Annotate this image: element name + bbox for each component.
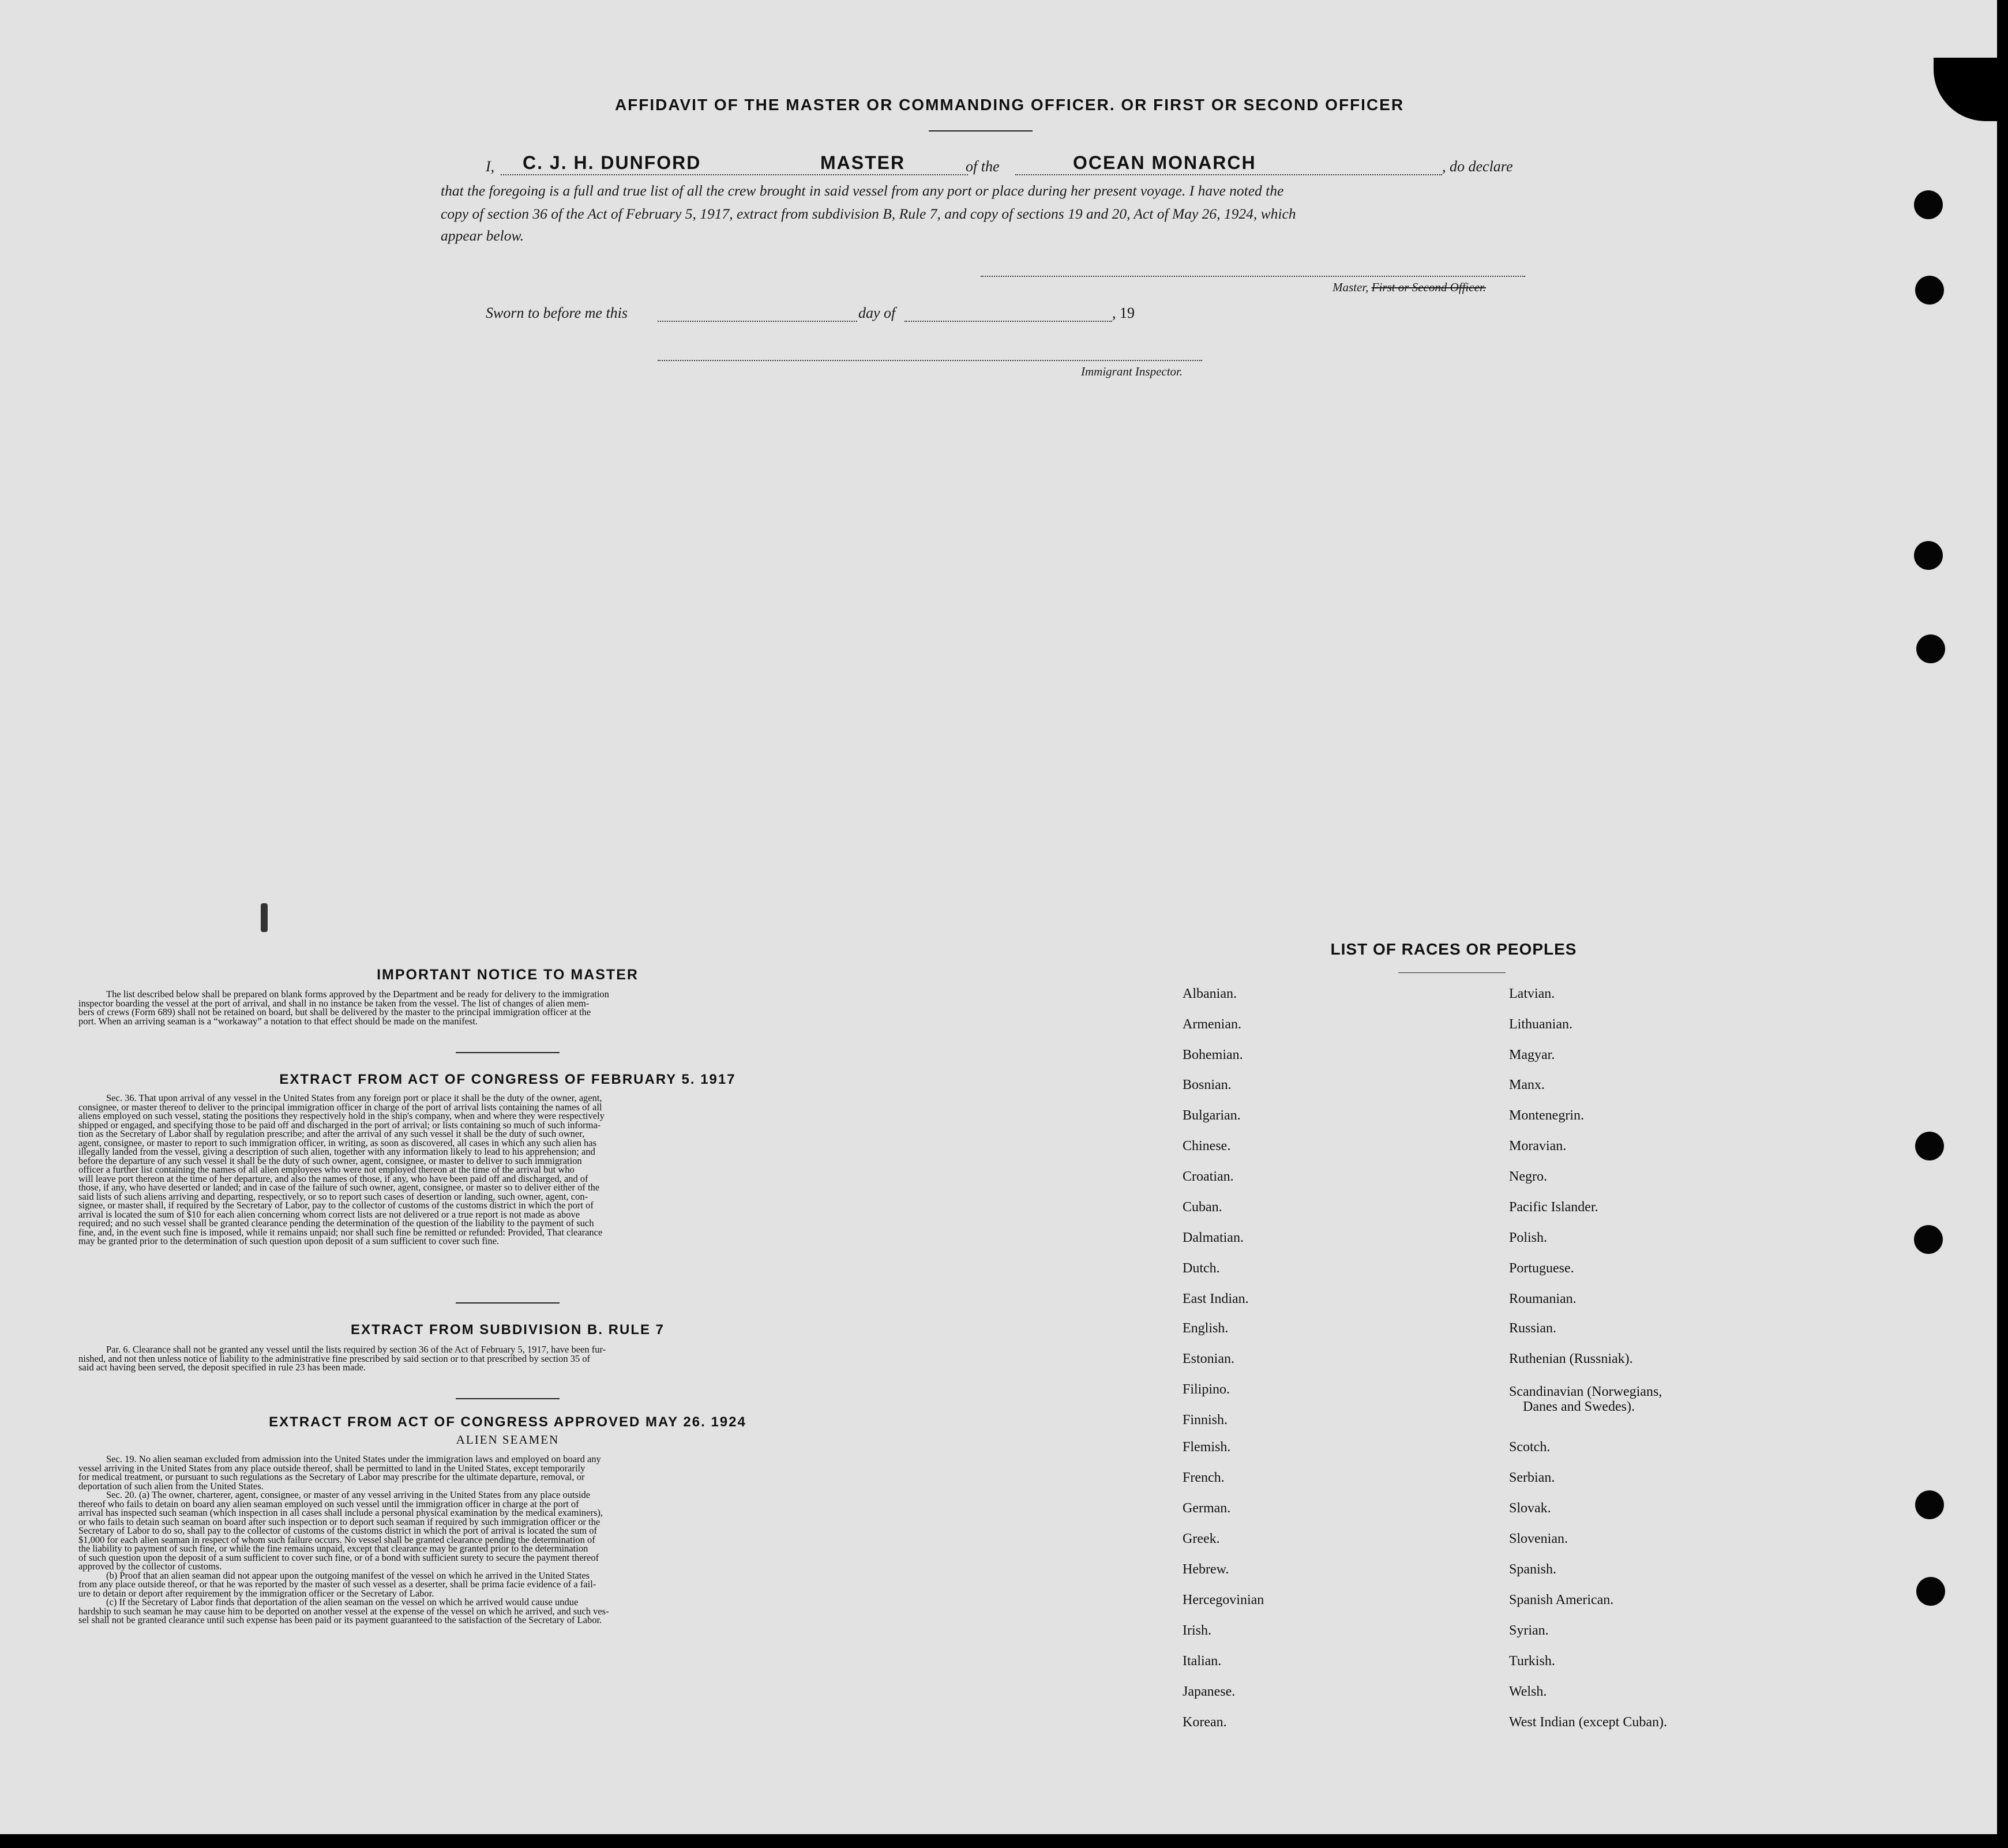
extract-1917-line: required; and no such vessel shall be granted clearance pending the determination of the question of the liability to the payment of such — [78, 1218, 594, 1229]
punch-hole — [1914, 190, 1943, 219]
notice-line: bers of crews (Form 689) shall not be retained on board, but shall be delivered by the master to the principal immigration officer at the — [78, 1006, 591, 1017]
race-left: Hebrew. — [1183, 1562, 1229, 1577]
race-right: Syrian. — [1509, 1623, 1549, 1638]
extract-1924-title: EXTRACT FROM ACT OF CONGRESS APPROVED MAY 26. 1924 — [269, 1414, 746, 1430]
race-right: Danes and Swedes). — [1523, 1399, 1635, 1414]
extract-1924-line: deportation of such alien from the United States. — [78, 1480, 264, 1492]
race-right: Portuguese. — [1509, 1261, 1574, 1276]
extract-1924-line: ure to detain or deport after requirement by the immigration officer or the Secretary of Labor. — [78, 1587, 434, 1599]
race-left: Cuban. — [1183, 1200, 1222, 1215]
affidavit-divider — [929, 130, 1033, 132]
extract-1924-line: approved by the collector of customs. — [78, 1561, 222, 1572]
race-left: Albanian. — [1183, 986, 1237, 1001]
extract-1924-line: Secretary of Labor to do so, shall pay to the collector of customs of the customs district in which the port of arrival is located the sum of — [78, 1525, 598, 1536]
extract-1917-line: aliens employed on such vessel, stating the positions they respectively hold in the ship's company, when and where they were respectively — [78, 1110, 605, 1121]
affidavit-line-4: appear below. — [441, 227, 524, 244]
year-label: , 19 — [1112, 305, 1135, 321]
affidavit-intro: I, — [486, 158, 495, 175]
race-right: Magyar. — [1509, 1047, 1555, 1062]
race-right: Serbian. — [1509, 1470, 1555, 1485]
extract-1924-line: thereof who fails to detain on board any alien seaman employed on such vessel until the immigration officer in charge at the port of — [78, 1498, 579, 1509]
race-left: Japanese. — [1183, 1684, 1236, 1699]
race-right: Moravian. — [1509, 1139, 1567, 1154]
master-rank: MASTER — [820, 152, 906, 173]
extract-1917-line: shipped or engaged, and specifying those to be paid off and discharged in the port of arrival; or lists containing so much of such informa- — [78, 1119, 601, 1130]
race-left: Bulgarian. — [1183, 1108, 1241, 1123]
punch-hole — [1916, 1577, 1945, 1606]
affidavit-title: AFFIDAVIT OF THE MASTER OR COMMANDING OFFICER. OR FIRST OR SECOND OFFICER — [614, 96, 1405, 114]
extract-1917-title: EXTRACT FROM ACT OF CONGRESS OF FEBRUARY 5. 1917 — [279, 1072, 736, 1087]
extract-1917-line: fine, and, in the event such fine is imposed, while it remains unpaid; nor shall such fine be remitted or refunded: Provided, That clearance — [78, 1226, 603, 1238]
extract-1917-line: officer a further list containing the names of all alien employees who were not employed thereon at the time of the arrival but who — [78, 1164, 575, 1175]
race-right: Latvian. — [1509, 986, 1555, 1001]
race-left: German. — [1183, 1501, 1231, 1516]
signature-caption — [1333, 280, 1486, 295]
extract-1917-line: consignee, or master thereof to deliver to the principal immigration officer in charge of the port of arrival lists containing the names of all — [78, 1101, 602, 1113]
extract-1917-line: may be granted prior to the determination of such question upon deposit of a sum sufficient to cover such fine. — [78, 1235, 500, 1246]
extract-1917-line: Sec. 36. That upon arrival of any vessel in the United States from any foreign port or place it shall be the duty of the owner, agent, — [106, 1092, 602, 1103]
race-left: Irish. — [1183, 1623, 1211, 1638]
race-right: Roumanian. — [1509, 1291, 1577, 1306]
master-label: Master, — [1333, 280, 1369, 294]
punch-hole — [1915, 1490, 1944, 1519]
punch-hole — [1914, 1225, 1943, 1254]
name-line — [501, 174, 968, 175]
race-left: East Indian. — [1183, 1291, 1249, 1306]
race-left: Chinese. — [1183, 1139, 1231, 1154]
race-right: Welsh. — [1509, 1684, 1547, 1699]
section-divider — [456, 1052, 560, 1053]
race-right: Montenegrin. — [1509, 1108, 1584, 1123]
extract-1924-line: (b) Proof that an alien seaman did not appear upon the outgoing manifest of the vessel on which he arrived in the United States — [106, 1569, 590, 1581]
extract-1924-line: of such question upon the deposit of a sum sufficient to cover such fine, or of a bond with sufficient surety to secure the payment thereof — [78, 1552, 599, 1563]
margin-mark — [261, 903, 268, 932]
rule-7-line: nished, and not then unless notice of liability to the administrative fine prescribed by said section or to that prescribed by section 35 of — [78, 1353, 591, 1364]
extract-1917-line: illegally landed from the vessel, giving a description of such alien, together with any information likely to lead to his apprehension; and — [78, 1146, 595, 1157]
race-right: Pacific Islander. — [1509, 1200, 1598, 1215]
notice-line: port. When an arriving seaman is a “workaway” a notation to that effect should be made on the manifest. — [78, 1015, 478, 1027]
extract-1924-line: from any place outside thereof, or that he was reported by the master of such vessel as a deserter, shall be prima facie evidence of a fail- — [78, 1579, 596, 1590]
race-right: Scandinavian (Norwegians, — [1509, 1384, 1662, 1399]
section-divider — [456, 1302, 560, 1304]
race-right: Spanish. — [1509, 1562, 1557, 1577]
race-left: Finnish. — [1183, 1413, 1228, 1428]
signature-line — [981, 276, 1525, 277]
rule-7-line: Par. 6. Clearance shall not be granted any vessel until the lists required by section 36 of the Act of February 5, 1917, have been fur- — [106, 1344, 606, 1355]
race-left: Armenian. — [1183, 1017, 1241, 1032]
extract-1917-line: arrival is located the sum of $10 for each alien concerning whom correct lists are not delivered or a true report is not made as above — [78, 1208, 580, 1220]
extract-1924-line: or who fails to detain such seaman on board after such inspection or to deport such seaman if required by such immigration officer or the — [78, 1516, 600, 1527]
extract-1917-line: said lists of such aliens arriving and departing, respectively, or so to report such cases of desertion or landing, such owner, agent, con- — [78, 1190, 588, 1202]
inspector-caption: Immigrant Inspector. — [1081, 365, 1183, 378]
race-right: West Indian (except Cuban). — [1509, 1715, 1667, 1730]
race-left: Filipino. — [1183, 1382, 1230, 1397]
affidavit-line-2: that the foregoing is a full and true list of all the crew brought in said vessel from any port or place during her present voyage. I have noted the — [441, 182, 1284, 199]
master-name: C. J. H. DUNFORD — [523, 152, 701, 173]
race-left: Bosnian. — [1183, 1077, 1232, 1092]
races-divider — [1398, 972, 1506, 973]
punch-hole — [1915, 276, 1944, 305]
struck-officer-label: First or Second Officer. — [1371, 280, 1486, 294]
torn-corner — [1934, 58, 1997, 121]
race-left: Dalmatian. — [1183, 1230, 1244, 1245]
extract-1924-line: hardship to such seaman he may cause him to be deported on another vessel at the expense of the vessel on which he arrived, and such ves- — [78, 1605, 609, 1617]
notice-line: inspector boarding the vessel at the port of arrival, and shall in no instance be taken from the vessel. The list of changes of alien mem- — [78, 997, 590, 1009]
notice-title: IMPORTANT NOTICE TO MASTER — [377, 967, 639, 983]
race-left: Estonian. — [1183, 1351, 1234, 1366]
extract-1924-line: sel shall not be granted clearance until such expense has been paid or its payment guaranteed to the satisfaction of the Secretary of Labor. — [78, 1614, 602, 1625]
race-left: Croatian. — [1183, 1169, 1234, 1184]
race-right: Lithuanian. — [1509, 1017, 1572, 1032]
extract-1924-line: Sec. 19. No alien seaman excluded from admission into the United States under the immigration laws and employed on board any — [106, 1453, 601, 1464]
race-right: Manx. — [1509, 1077, 1545, 1092]
races-title: LIST OF RACES OR PEOPLES — [1330, 940, 1577, 958]
extract-1924-line: vessel arriving in the United States from any place outside thereof, shall be permitted to land in the United States, except temporarily — [78, 1462, 585, 1474]
rule-7-title: EXTRACT FROM SUBDIVISION B. RULE 7 — [350, 1322, 665, 1338]
race-right: Polish. — [1509, 1230, 1548, 1245]
race-right: Slovak. — [1509, 1501, 1551, 1516]
extract-1917-line: will leave port thereon at the time of her departure, and also the names of those, if any, who have been paid off and discharged, and of — [78, 1173, 588, 1184]
extract-1917-line: tion as the Secretary of Labor shall by regulation prescribe; and after the arrival of any such vessel it shall be the duty of such owner, — [78, 1128, 585, 1139]
inspector-signature-line — [658, 360, 1202, 361]
notice-text — [78, 990, 932, 1026]
sworn-label: Sworn to before me this — [486, 305, 628, 321]
extract-1924-line: Sec. 20. (a) The owner, charterer, agent, consignee, or master of any vessel arriving in the United States from any place outside — [106, 1489, 591, 1500]
extract-1924-line: arrival has inspected such seaman (which inspection in all cases shall include a personal physical examination by the medical examiners), — [78, 1507, 603, 1518]
do-declare-label: , do declare — [1442, 158, 1513, 175]
punch-hole — [1916, 634, 1945, 663]
rule-7-text — [78, 1345, 932, 1372]
race-right: Ruthenian (Russniak). — [1509, 1351, 1633, 1366]
race-left: Greek. — [1183, 1531, 1220, 1546]
race-left: French. — [1183, 1470, 1225, 1485]
extract-1924-subtitle: ALIEN SEAMEN — [456, 1433, 560, 1447]
race-left: Italian. — [1183, 1654, 1222, 1669]
race-right: Spanish American. — [1509, 1592, 1614, 1607]
race-right: Scotch. — [1509, 1440, 1551, 1455]
race-right: Turkish. — [1509, 1654, 1555, 1669]
sworn-day-line — [658, 321, 857, 322]
vessel-name: OCEAN MONARCH — [1073, 152, 1256, 173]
punch-hole — [1914, 541, 1943, 570]
affidavit-line-3: copy of section 36 of the Act of February 5, 1917, extract from subdivision B, Rule 7, and copy of sections 19 and 20, Act of May 26, 1924, which — [441, 205, 1296, 222]
extract-1917-text — [78, 1094, 932, 1246]
race-right: Negro. — [1509, 1169, 1547, 1184]
extract-1917-line: those, if any, who have deserted or landed; and in case of the failure of such owner, agent, consignee, or master so to deliver either of the — [78, 1182, 600, 1193]
rule-7-line: said act having been served, the deposit specified in rule 23 has been made. — [78, 1362, 366, 1373]
race-right: Russian. — [1509, 1321, 1557, 1336]
punch-hole — [1915, 1132, 1944, 1160]
day-of-label: day of — [858, 305, 896, 321]
race-left: Dutch. — [1183, 1261, 1220, 1276]
race-left: Hercegovinian — [1183, 1592, 1264, 1607]
race-left: Flemish. — [1183, 1440, 1231, 1455]
extract-1924-line: (c) If the Secretary of Labor finds that deportation of the alien seaman on the vessel on which he arrived would cause undue — [106, 1597, 579, 1607]
notice-line: The list described below shall be prepared on blank forms approved by the Department and be ready for delivery to the immigration — [106, 989, 609, 1000]
of-the-label: of the — [966, 158, 1000, 175]
section-divider — [456, 1398, 560, 1399]
race-right: Slovenian. — [1509, 1531, 1568, 1546]
extract-1917-line: before the departure of any such vessel it shall be the duty of such owner, agent, consignee, or master to deliver to such immigration — [78, 1155, 582, 1166]
race-left: Korean. — [1183, 1715, 1227, 1730]
extract-1924-line: for medical treatment, or pursuant to such regulations as the Secretary of Labor may prescribe for the ultimate departure, removal, or — [78, 1471, 585, 1482]
extract-1917-line: signee, or master shall, if required by the Secretary of Labor, pay to the collector of customs of the customs district in which the port of — [78, 1200, 594, 1211]
extract-1924-text — [78, 1455, 932, 1625]
extract-1924-line: the liability to payment of such fine, or while the fine remains unpaid, except that clearance may be granted prior to the determination — [78, 1543, 588, 1554]
extract-1924-line: $1,000 for each alien seaman in respect of whom such failure occurs. No vessel shall be granted clearance pending the determination of — [78, 1534, 595, 1545]
extract-1917-line: agent, consignee, or master to report to such immigration officer, in writing, as soon as discovered, all cases in which any such alien has — [78, 1137, 597, 1148]
race-left: Bohemian. — [1183, 1047, 1243, 1062]
race-left: English. — [1183, 1321, 1229, 1336]
vessel-line — [1015, 174, 1442, 175]
sworn-month-line — [904, 321, 1112, 322]
